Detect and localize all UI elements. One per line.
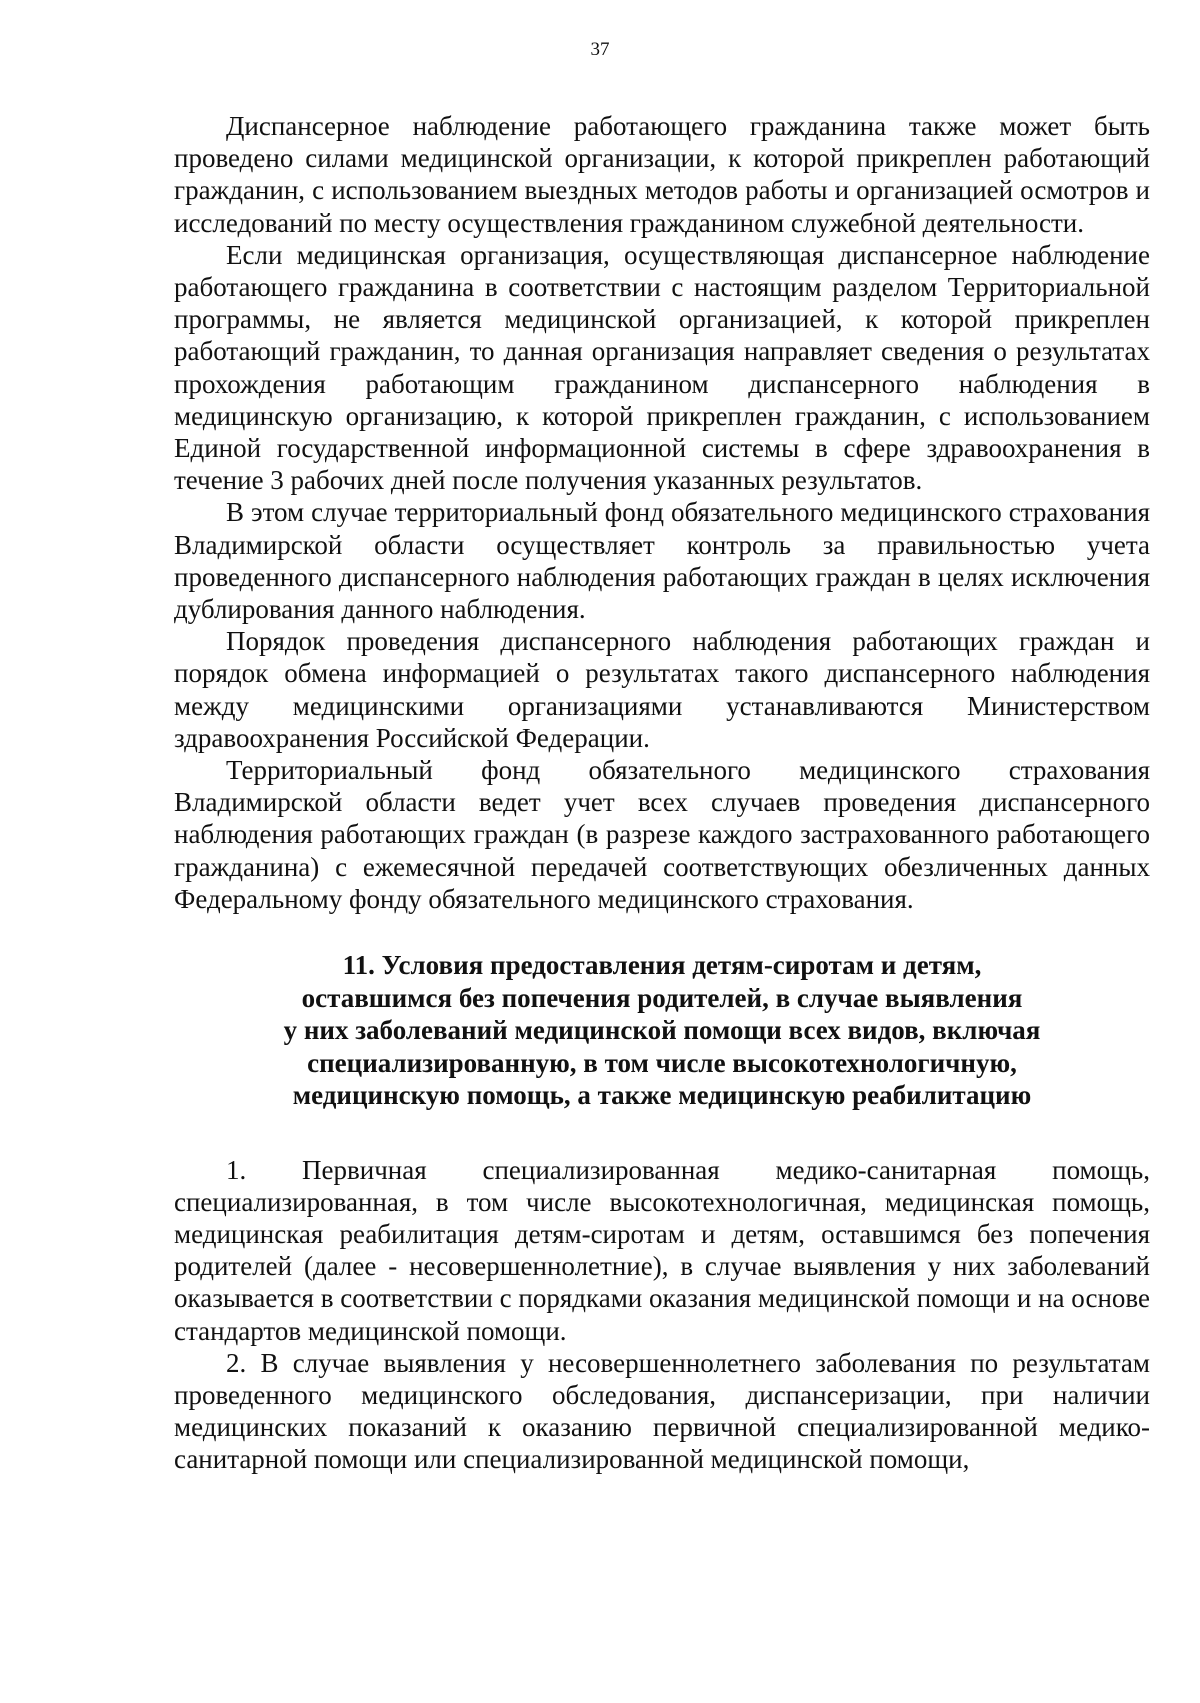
paragraph-territorial-fund-control: В этом случае территориальный фонд обязательного медицинского страхования Владимирской области осуществляет контроль за правильностью учета проведенного диспансерного наблюдения работающих граждан в целях исключения дублирования данного наблюдения. [174, 497, 1150, 625]
section-heading-line: медицинскую помощь, а также медицинскую реабилитацию [292, 1080, 1032, 1111]
paragraph-item-1: 1. Первичная специализированная медико-санитарная помощь, специализированная, в том числе высокотехнологичная, медицинская помощь, медицинская реабилитация детям-сиротам и детям, оставшимся без попечения родителей (далее - несовершеннолетние), в случае выявления у них заболеваний оказывается в соответствии с порядками оказания медицинской помощи и на основе стандартов медицинской помощи. [174, 1154, 1150, 1346]
paragraph-fund-accounting: Территориальный фонд обязательного медицинского страхования Владимирской области ведет учет всех случаев проведения диспансерного наблюдения работающих граждан (в разрезе каждого застрахованного работающего гражданина) с ежемесячной передачей соответствующих обезличенных данных Федеральному фонду обязательного медицинского страхования. [174, 755, 1150, 914]
section-heading-line: оставшимся без попечения родителей, в случае выявления [301, 982, 1023, 1013]
section-heading [174, 949, 1150, 1112]
document-body [174, 110, 1150, 1476]
paragraph-information-transfer: Если медицинская организация, осуществляющая диспансерное наблюдение работающего гражданина в соответствии с настоящим разделом Территориальной программы, не является медицинской организацией, к которой прикреплен работающий гражданин, то данная организация направляет сведения о результатах прохождения работающим гражданином диспансерного наблюдения в медицинскую организацию, к которой прикреплен гражданин, с использованием Единой государственной информационной системы в сфере здравоохранения в течение 3 рабочих дней после получения указанных результатов. [174, 239, 1150, 496]
section-heading-line: специализированную, в том числе высокотехнологичную, [307, 1047, 1017, 1078]
section-heading-line: у них заболеваний медицинской помощи всех видов, включая [283, 1015, 1041, 1046]
paragraph-dispensary-observation: Диспансерное наблюдение работающего гражданина также может быть проведено силами медицинской организации, к которой прикреплен работающий гражданин, с использованием выездных методов работы и организацией осмотров и исследований по месту осуществления гражданином служебной деятельности. [174, 111, 1150, 238]
paragraph-procedure: Порядок проведения диспансерного наблюдения работающих граждан и порядок обмена информацией о результатах такого диспансерного наблюдения между медицинскими организациями устанавливаются Министерством здравоохранения Российской Федерации. [174, 626, 1150, 753]
paragraph-item-2: 2. В случае выявления у несовершеннолетнего заболевания по результатам проведенного медицинского обследования, диспансеризации, при наличии медицинских показаний к оказанию первичной специализированной медико-санитарной помощи или специализированной медицинской помощи, [174, 1347, 1150, 1475]
section-heading-line: 11. Условия предоставления детям-сиротам и детям, [342, 950, 982, 981]
page-number: 37 [590, 39, 610, 60]
